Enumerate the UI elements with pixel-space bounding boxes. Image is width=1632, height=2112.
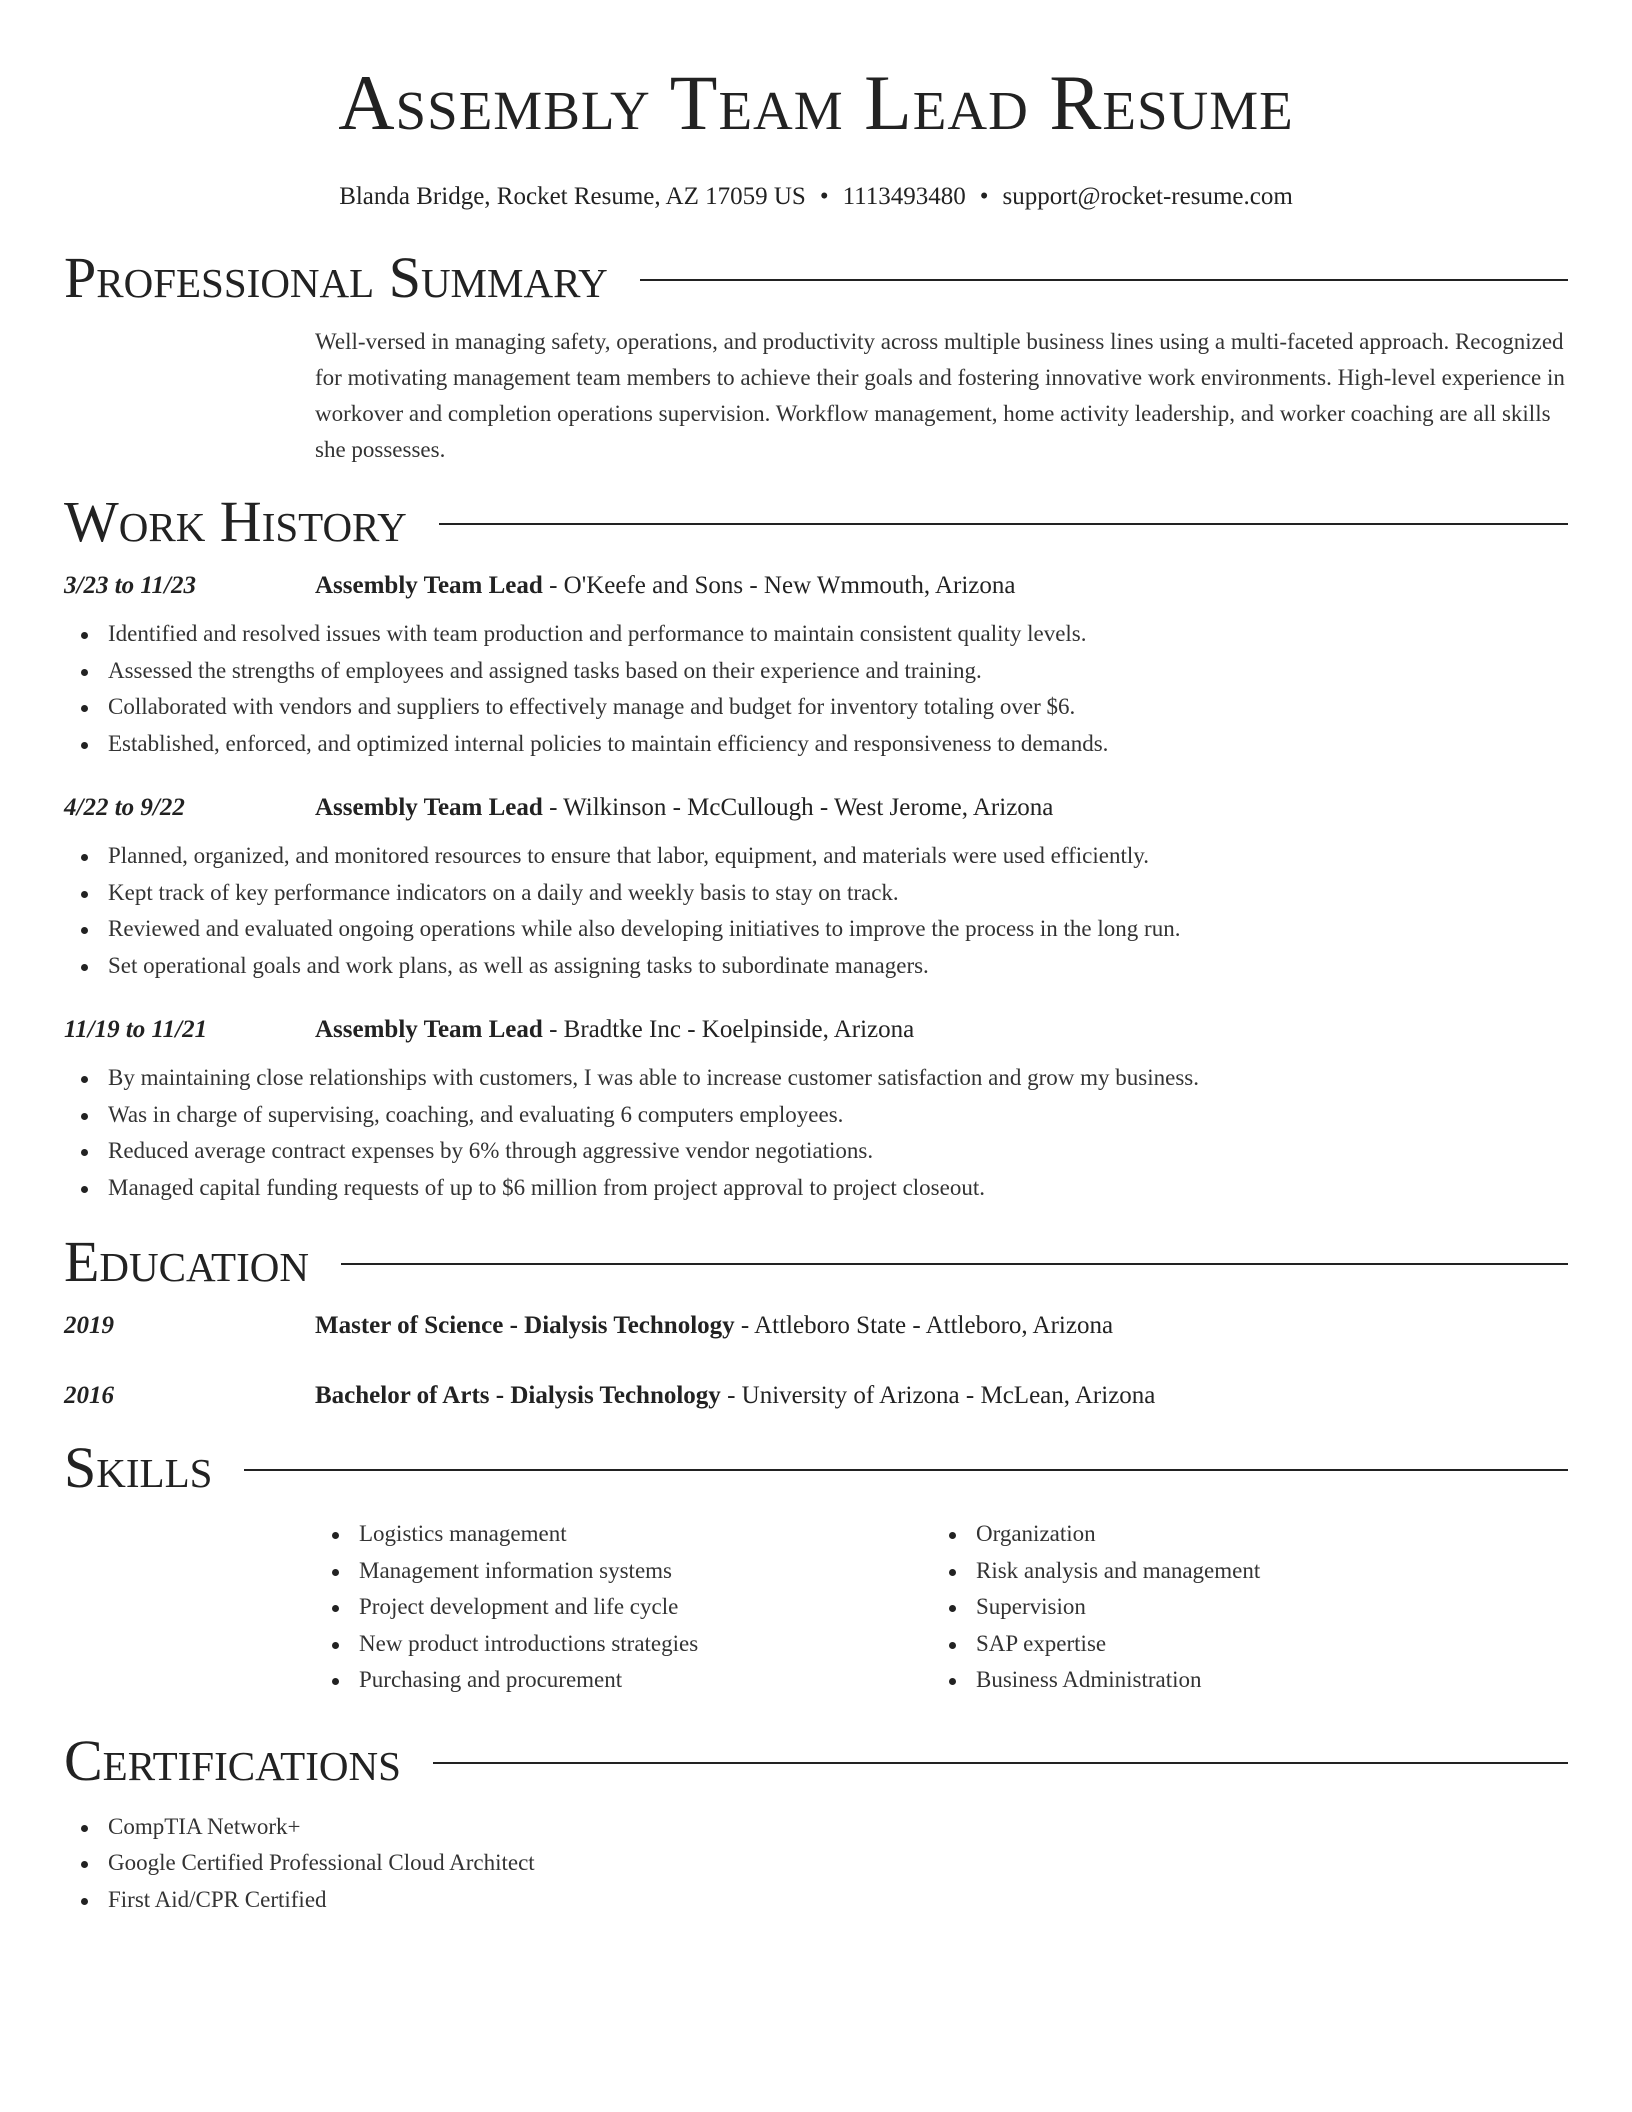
education-line bbox=[315, 1310, 1113, 1342]
list-item: Reviewed and evaluated ongoing operations while also developing initiatives to improve the process in the long run. bbox=[64, 911, 1568, 948]
section-divider bbox=[244, 1469, 1568, 1471]
list-item: Reduced average contract expenses by 6% through aggressive vendor negotiations. bbox=[64, 1133, 1568, 1170]
job-bullets bbox=[64, 616, 1568, 762]
list-item: Identified and resolved issues with team production and performance to maintain consistent quality levels. bbox=[64, 616, 1568, 653]
list-item: Was in charge of supervising, coaching, and evaluating 6 computers employees. bbox=[64, 1097, 1568, 1134]
certification-item: Google Certified Professional Cloud Architect bbox=[64, 1845, 1568, 1882]
job-bullets bbox=[64, 1060, 1568, 1206]
resume-page bbox=[64, 0, 1568, 1918]
education-school: - University of Arizona - McLean, Arizona bbox=[720, 1382, 1156, 1409]
education-year: 2016 bbox=[64, 1382, 114, 1409]
section-title-summary: Professional Summary bbox=[64, 245, 608, 310]
list-item: By maintaining close relationships with customers, I was able to increase customer satisfaction and grow my business. bbox=[64, 1060, 1568, 1097]
skills-column-left bbox=[315, 1516, 932, 1699]
job-title: Assembly Team Lead bbox=[315, 1016, 543, 1043]
job-dates: 4/22 to 9/22 bbox=[64, 794, 185, 821]
list-item: Set operational goals and work plans, as well as assigning tasks to subordinate managers. bbox=[64, 948, 1568, 985]
list-item: Assessed the strengths of employees and assigned tasks based on their experience and training. bbox=[64, 653, 1568, 690]
job-title-line bbox=[315, 570, 1016, 602]
list-item: Established, enforced, and optimized internal policies to maintain efficiency and responsiveness to demands. bbox=[64, 726, 1568, 763]
education-school: - Attleboro State - Attleboro, Arizona bbox=[734, 1312, 1114, 1339]
contact-line bbox=[64, 182, 1568, 212]
education-line bbox=[315, 1380, 1155, 1412]
education-entry bbox=[64, 1380, 1568, 1412]
section-title-skills: Skills bbox=[64, 1435, 213, 1500]
education-degree: Master of Science - Dialysis Technology bbox=[315, 1312, 735, 1339]
section-title-education: Education bbox=[64, 1229, 309, 1294]
skill-item: Organization bbox=[932, 1516, 1549, 1553]
job-bullets bbox=[64, 838, 1568, 984]
job-title: Assembly Team Lead bbox=[315, 572, 543, 599]
job-employer: - O'Keefe and Sons - New Wmmouth, Arizona bbox=[542, 572, 1016, 599]
education-year: 2019 bbox=[64, 1312, 114, 1339]
skill-item: Supervision bbox=[932, 1589, 1549, 1626]
address: Blanda Bridge, Rocket Resume, AZ 17059 US bbox=[339, 183, 806, 210]
education-entry bbox=[64, 1310, 1568, 1342]
certifications-list bbox=[64, 1809, 1568, 1919]
skill-item: Purchasing and procurement bbox=[315, 1662, 932, 1699]
summary-text: Well-versed in managing safety, operations, and productivity across multiple business lines using a multi-faceted approach. Recognized for motivating management team members to achieve their goals and fostering innovative work environments. High-level experience in workover and completion operations supervision. Workflow management, home activity leadership, and worker coaching are all skills she possesses. bbox=[315, 329, 1565, 462]
section-header-work bbox=[64, 490, 1568, 554]
section-header-skills bbox=[64, 1436, 1568, 1500]
section-title-work: Work History bbox=[64, 489, 407, 554]
job-dates: 11/19 to 11/21 bbox=[64, 1016, 208, 1043]
list-item: Managed capital funding requests of up to $6 million from project approval to project closeout. bbox=[64, 1170, 1568, 1207]
certification-item: First Aid/CPR Certified bbox=[64, 1882, 1568, 1919]
job-title-line bbox=[315, 792, 1053, 824]
skill-item: SAP expertise bbox=[932, 1626, 1549, 1663]
list-item: Planned, organized, and monitored resources to ensure that labor, equipment, and materials were used efficiently. bbox=[64, 838, 1568, 875]
job-entry bbox=[64, 1014, 1568, 1206]
list-item: Collaborated with vendors and suppliers to effectively manage and budget for inventory totaling over $6. bbox=[64, 689, 1568, 726]
job-entry bbox=[64, 792, 1568, 984]
job-employer: - Wilkinson - McCullough - West Jerome, Arizona bbox=[542, 794, 1054, 821]
section-divider bbox=[341, 1263, 1568, 1265]
section-header-certifications bbox=[64, 1729, 1568, 1793]
job-title-line bbox=[315, 1014, 914, 1046]
email: support@rocket-resume.com bbox=[1002, 183, 1293, 210]
section-header-education bbox=[64, 1230, 1568, 1294]
education-degree: Bachelor of Arts - Dialysis Technology bbox=[315, 1382, 721, 1409]
contact-separator: • bbox=[979, 183, 989, 210]
section-title-certifications: Certifications bbox=[64, 1727, 401, 1793]
job-title: Assembly Team Lead bbox=[315, 794, 543, 821]
section-divider bbox=[439, 523, 1568, 525]
job-employer: - Bradtke Inc - Koelpinside, Arizona bbox=[542, 1016, 915, 1043]
job-entry bbox=[64, 570, 1568, 762]
section-divider bbox=[640, 279, 1568, 281]
skills-column-right bbox=[932, 1516, 1549, 1699]
job-dates: 3/23 to 11/23 bbox=[64, 572, 196, 599]
contact-separator: • bbox=[819, 183, 829, 210]
skill-item: Project development and life cycle bbox=[315, 1589, 932, 1626]
section-header-summary bbox=[64, 246, 1568, 310]
skill-item: Business Administration bbox=[932, 1662, 1549, 1699]
skill-item: Logistics management bbox=[315, 1516, 932, 1553]
certification-item: CompTIA Network+ bbox=[64, 1809, 1568, 1846]
skills-list bbox=[315, 1516, 1568, 1699]
phone: 1113493480 bbox=[842, 183, 966, 210]
skill-item: Management information systems bbox=[315, 1553, 932, 1590]
skill-item: New product introductions strategies bbox=[315, 1626, 932, 1663]
skill-item: Risk analysis and management bbox=[932, 1553, 1549, 1590]
resume-title: Assembly Team Lead Resume bbox=[338, 59, 1294, 146]
section-divider bbox=[433, 1762, 1568, 1764]
list-item: Kept track of key performance indicators on a daily and weekly basis to stay on track. bbox=[64, 875, 1568, 912]
